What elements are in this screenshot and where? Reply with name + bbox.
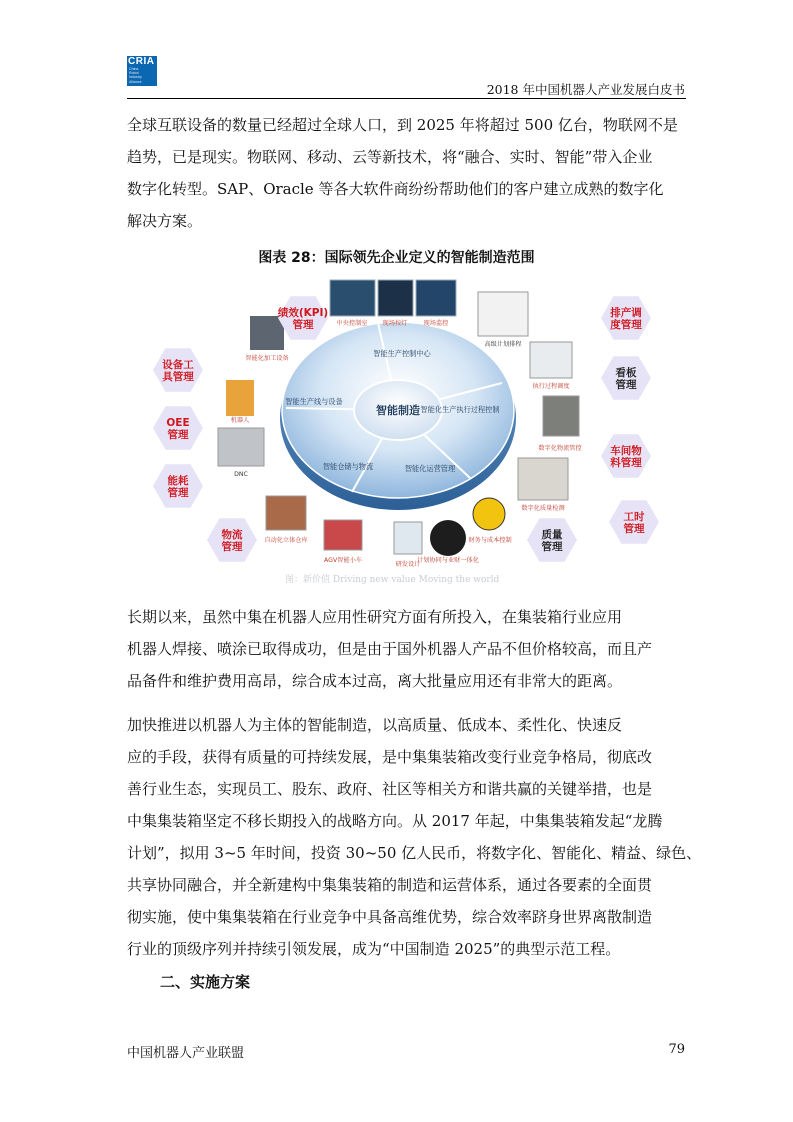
page-number: 79	[668, 1042, 685, 1057]
thumbnail-label: 自动化立体仓库	[264, 537, 308, 544]
hexagon-label: 管理	[221, 541, 243, 553]
smart-manufacturing-figure	[140, 278, 660, 588]
logo-text: CRIA	[128, 56, 155, 67]
thumbnail-image	[330, 280, 375, 316]
hexagon-label: 能耗	[167, 475, 189, 487]
text-line: 中集集装箱坚定不移长期投入的战略方向。从 2017 年起，中集集装箱发起“龙腾	[127, 812, 663, 830]
hexagon-label: 看板	[615, 367, 637, 379]
segment-label: 智能化运营管理	[404, 464, 456, 473]
segment-label: 智能仓储与物流	[322, 462, 374, 471]
text-line: 应的手段，获得有质量的可持续发展，是中集集装箱改变行业竞争格局，彻底改	[127, 748, 653, 766]
hexagon-label: 排产调	[610, 307, 642, 319]
hexagon-label: 具管理	[162, 371, 194, 383]
text-line: 机器人焊接、喷涂已取得成功，但是由于国外机器人产品不但价格较高，而且产	[127, 640, 653, 658]
hexagon-label: 管理	[167, 487, 189, 499]
text-line: 品备件和维护费用高昂，综合成本过高，离大批量应用还有非常大的距离。	[127, 672, 623, 690]
hexagon-label: 管理	[541, 541, 563, 553]
thumbnail-label: 高级计划排程	[484, 341, 522, 348]
thumbnail-label: 执行过程调度	[532, 383, 570, 390]
figure-graphic	[140, 278, 660, 588]
text-line: 全球互联设备的数量已经超过全球人口，到 2025 年将超过 500 亿台，物联网不是	[127, 116, 678, 134]
thumbnail-image	[416, 280, 456, 316]
thumbnail-image	[218, 428, 264, 466]
thumbnail-image	[518, 458, 568, 500]
segment-label: 智能生产控制中心	[373, 349, 431, 358]
text-line: 共享协同融合，并全新建构中集集装箱的制造和运营体系，通过各要素的全面贯	[127, 876, 653, 894]
text-line: 长期以来，虽然中集在机器人应用性研究方面有所投入，在集装箱行业应用	[127, 608, 623, 626]
text-line: 行业的顶级序列并持续引领发展，成为“中国制造 2025”的典型示范工程。	[127, 940, 621, 958]
hexagon-label: 管理	[292, 319, 314, 331]
thumbnail-label: DNC	[234, 471, 248, 478]
thumbnail-label: 数字化质量检测	[521, 505, 565, 512]
thumbnail-label: 计划协同与业财一体化	[417, 557, 479, 564]
segment-label: 智能生产线与设备	[285, 397, 343, 406]
thumbnail-label: AGV智能小车	[324, 557, 362, 564]
thumbnail-image	[266, 496, 306, 530]
text-line: 彻实施，使中集集装箱在行业竞争中具备高维优势，综合效率跻身世界离散制造	[127, 908, 653, 926]
hexagon-label: 质量	[541, 529, 563, 541]
hexagon-label: 工时	[623, 511, 645, 523]
figure-watermark: 图：新价值 Driving new value Moving the world	[285, 575, 500, 585]
thumbnail-label: 现场监控	[423, 320, 449, 327]
text-line: 趋势，已是现实。物联网、移动、云等新技术，将“融合、实时、智能”带入企业	[127, 148, 653, 166]
section-heading: 二、实施方案	[160, 973, 251, 991]
thumbnail-image	[543, 396, 579, 436]
hexagon-label: OEE	[166, 417, 190, 429]
segment-label: 智能化生产执行过程控制	[420, 405, 500, 414]
thumbnail-label: 数字化物流管控	[538, 445, 582, 452]
center-label: 智能制造	[376, 404, 420, 417]
paragraph-3	[127, 709, 702, 965]
thumbnail-image	[324, 520, 362, 550]
thumbnail-image	[394, 522, 422, 554]
hexagon-label: 料管理	[610, 457, 642, 469]
paragraph-1	[127, 109, 686, 237]
thumbnail-label: 财务与成本控制	[468, 537, 512, 544]
hexagon-label: 物流	[221, 529, 243, 541]
text-line: 加快推进以机器人为主体的智能制造，以高质量、低成本、柔性化、快速反	[127, 716, 623, 734]
text-line: 善行业生态，实现员工、股东、政府、社区等相关方和谐共赢的关键举措，也是	[127, 780, 653, 798]
thumbnail-image	[378, 280, 413, 316]
footer-organization: 中国机器人产业联盟	[127, 1046, 245, 1061]
hexagon-label: 车间物	[610, 445, 642, 457]
thumbnail-label: 研发设计	[395, 561, 421, 568]
text-line: 解决方案。	[127, 212, 203, 230]
thumbnail-label: 中央控制室	[336, 320, 368, 327]
cria-logo	[127, 56, 157, 86]
hexagon-label: 管理	[167, 429, 189, 441]
thumbnail-image	[430, 520, 466, 556]
hexagon-label: 管理	[623, 523, 645, 535]
hexagon-label: 管理	[615, 379, 637, 391]
thumbnail-image	[473, 498, 505, 530]
thumbnail-label: 机器人	[230, 417, 250, 424]
thumbnail-label: 现场按灯	[382, 320, 408, 327]
header-divider	[127, 98, 686, 99]
hexagon-label: 度管理	[610, 319, 642, 331]
header-title: 2018 年中国机器人产业发展白皮书	[486, 82, 685, 97]
text-line: 数字化转型。SAP、Oracle 等各大软件商纷纷帮助他们的客户建立成熟的数字化	[127, 180, 664, 198]
thumbnail-image	[530, 342, 572, 378]
hexagon-label: 设备工	[162, 359, 194, 371]
hexagon-label: 绩效(KPI)	[277, 307, 329, 319]
thumbnail-image	[478, 292, 528, 336]
thumbnail-image	[250, 316, 284, 350]
thumbnail-label: 智能化加工设备	[245, 355, 289, 362]
paragraph-2	[127, 601, 686, 697]
figure-title: 图表 28：国际领先企业定义的智能制造范围	[258, 250, 535, 266]
logo-subtext: China Robot Industry Alliance	[129, 67, 142, 84]
thumbnail-image	[226, 380, 254, 416]
text-line: 计划”，拟用 3~5 年时间，投资 30~50 亿人民币，将数字化、智能化、精益、绿色、	[127, 844, 702, 862]
